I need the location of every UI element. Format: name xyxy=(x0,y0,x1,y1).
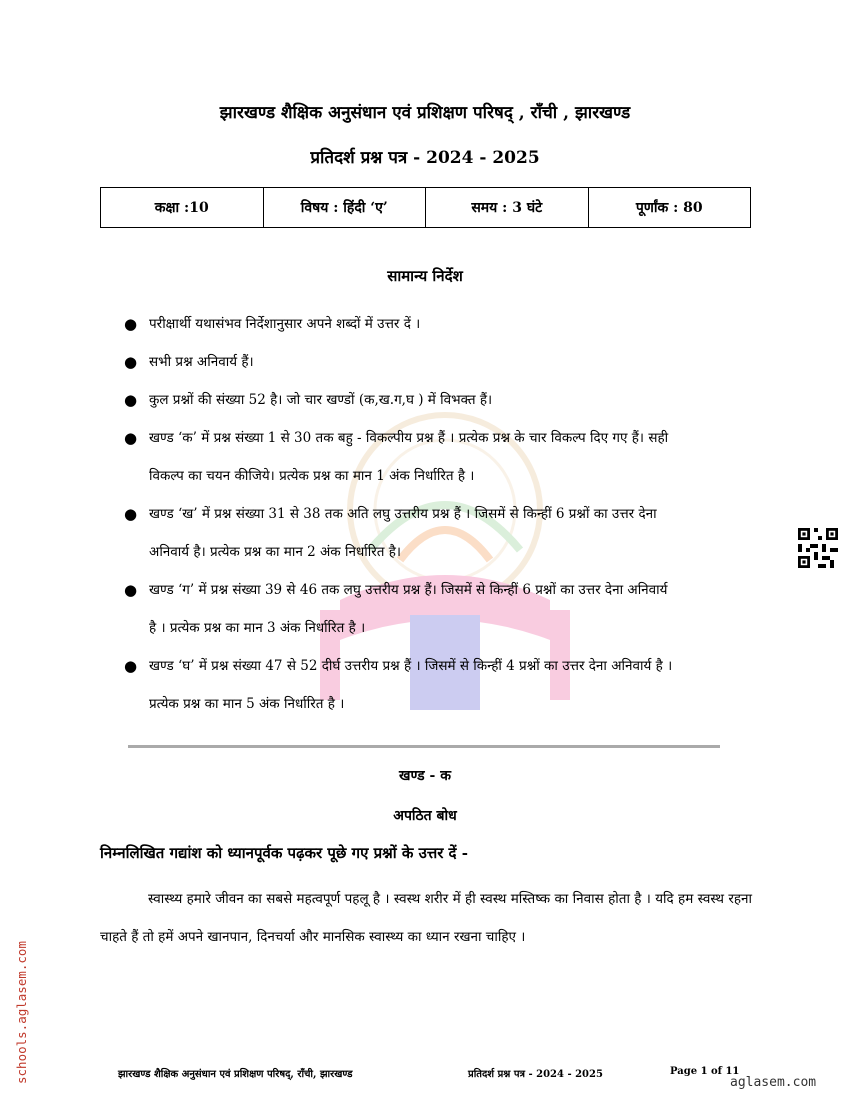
subject-cell: विषय : हिंदी ‘ए’ xyxy=(263,188,426,228)
instructions-title: सामान्य निर्देश xyxy=(387,267,463,285)
instruction-text-cont: है । प्रत्येक प्रश्न का मान 3 अंक निर्धारित है । xyxy=(149,620,366,636)
instruction-text: खण्ड ‘घ’ में प्रश्न संख्या 47 से 52 दीर्घ उत्तरीय प्रश्न हैं । जिसमें से किन्हीं 4 प्रश्नों का उत्तर देना अनिवार्य है । xyxy=(149,658,673,674)
instruction-text: परीक्षार्थी यथासंभव निर्देशानुसार अपने शब्दों में उत्तर दें । xyxy=(149,316,421,332)
list-item xyxy=(124,419,754,495)
bullet-icon: ● xyxy=(124,505,138,523)
bullet-icon: ● xyxy=(124,429,138,447)
instruction-text: खण्ड ‘क’ में प्रश्न संख्या 1 से 30 तक बहु - विकल्पीय प्रश्न हैं । प्रत्येक प्रश्न के चार विकल्प दिए गए हैं। सही xyxy=(149,430,669,446)
instruction-text-cont: विकल्प का चयन कीजिये। प्रत्येक प्रश्न का मान 1 अंक निर्धारित है । xyxy=(149,468,475,484)
instruction-text: खण्ड ‘ख’ में प्रश्न संख्या 31 से 38 तक अति लघु उत्तरीय प्रश्न हैं । जिसमें से किन्हीं 6 प्रश्नों का उत्तर देना xyxy=(149,506,657,522)
instruction-text-cont: प्रत्येक प्रश्न का मान 5 अंक निर्धारित है । xyxy=(149,696,345,712)
watermark-site-side: schools.aglasem.com xyxy=(14,941,29,1084)
instruction-text: कुल प्रश्नों की संख्या 52 है। जो चार खण्डों (क,ख.ग,घ ) में विभक्त हैं। xyxy=(149,392,493,408)
instructions-list xyxy=(124,305,754,723)
list-item xyxy=(124,343,754,381)
qr-code-icon xyxy=(798,528,838,568)
bullet-icon: ● xyxy=(124,581,138,599)
instruction-text: सभी प्रश्न अनिवार्य हैं। xyxy=(149,354,254,370)
footer-paper-title: प्रतिदर्श प्रश्न पत्र - 2024 - 2025 xyxy=(468,1069,603,1080)
section-heading: खण्ड - क xyxy=(399,768,451,784)
bullet-icon: ● xyxy=(124,657,138,675)
class-cell: कक्षा :10 xyxy=(101,188,264,228)
passage-paragraph: स्वास्थ्य हमारे जीवन का सबसे महत्वपूर्ण पहलू है । स्वस्थ शरीर में ही स्वस्थ मस्तिष्क का निवास होता है । यदि हम स्वस्थ रहना चाहते हैं तो हमें अपने खानपान, दिनचर्या और मानसिक स्वास्थ्य का ध्यान रखना चाहिए । xyxy=(100,891,752,945)
bullet-icon: ● xyxy=(124,391,138,409)
instruction-text: खण्ड ‘ग’ में प्रश्न संख्या 39 से 46 तक लघु उत्तरीय प्रश्न हैं। जिसमें से किन्हीं 6 प्रश्नों का उत्तर देना अनिवार्य xyxy=(149,582,668,598)
page-title: झारखण्ड शैक्षिक अनुसंधान एवं प्रशिक्षण परिषद् , राँची , झारखण्ड xyxy=(219,103,631,123)
bullet-icon: ● xyxy=(124,315,138,333)
bullet-icon: ● xyxy=(124,353,138,371)
list-item xyxy=(124,381,754,419)
list-item xyxy=(124,647,754,723)
section-divider xyxy=(128,745,720,748)
watermark-site-bottom: aglasem.com xyxy=(730,1075,817,1090)
marks-cell: पूर्णांक : 80 xyxy=(588,188,751,228)
section-subheading: अपठित बोध xyxy=(393,808,457,824)
list-item xyxy=(124,571,754,647)
list-item xyxy=(124,495,754,571)
time-cell: समय : 3 घंटे xyxy=(426,188,589,228)
exam-info-table xyxy=(100,187,751,228)
page-subtitle: प्रतिदर्श प्रश्न पत्र - 2024 - 2025 xyxy=(310,148,540,168)
list-item xyxy=(124,305,754,343)
passage-instruction: निम्नलिखित गद्यांश को ध्यानपूर्वक पढ़कर पूछे गए प्रश्नों के उत्तर दें - xyxy=(100,844,468,862)
instruction-text-cont: अनिवार्य है। प्रत्येक प्रश्न का मान 2 अंक निर्धारित है। xyxy=(149,544,402,560)
footer-page-number: Page 1 of 11 xyxy=(670,1066,740,1077)
footer-org: झारखण्ड शैक्षिक अनुसंधान एवं प्रशिक्षण परिषद्, राँची, झारखण्ड xyxy=(118,1069,353,1080)
